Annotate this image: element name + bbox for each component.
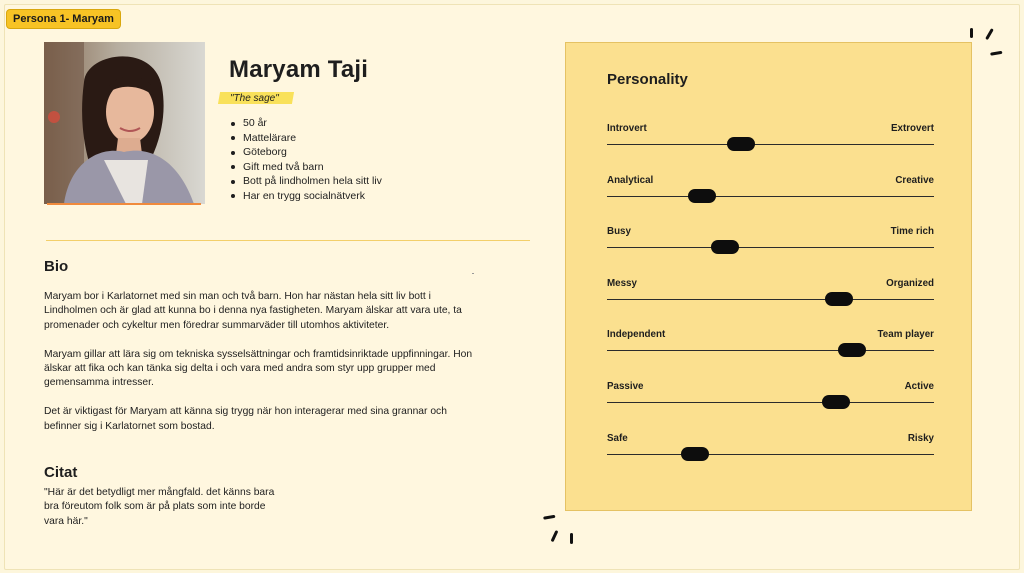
quote-text: [44, 486, 284, 529]
fact-item: Mattelärare: [229, 131, 382, 146]
sparkle-dash: [970, 28, 973, 38]
trait-slider[interactable]: [607, 175, 934, 205]
trait-slider[interactable]: [607, 433, 934, 463]
fact-item: Bott på lindholmen hela sitt liv: [229, 174, 382, 189]
personality-card: [565, 42, 972, 511]
trait-right-label: Risky: [907, 432, 934, 444]
trait-right-label: Active: [904, 381, 934, 392]
fact-item: Gift med två barn: [229, 160, 382, 175]
slider-track: [607, 454, 934, 455]
bio-heading: Bio: [44, 258, 69, 275]
persona-tagline: "The sage": [230, 93, 279, 104]
slider-track: [607, 299, 934, 300]
quote-heading: Citat: [44, 464, 78, 481]
trait-right-label: Team player: [877, 329, 934, 341]
fact-item: Göteborg: [229, 145, 382, 160]
photo-underline: [47, 203, 201, 205]
slider-track: [607, 350, 934, 351]
trait-right-label: Time rich: [890, 226, 934, 238]
speck-mark: [472, 273, 474, 274]
bio-paragraph: Det är viktigast för Maryam att känna sig trygg när hon interagerar med sina grannar och befinner sig i Karlatornet som bostad.: [44, 406, 447, 432]
section-divider: [46, 240, 530, 241]
trait-left-label: Busy: [607, 226, 631, 238]
slider-knob[interactable]: [838, 343, 866, 357]
trait-left-label: Independent: [607, 329, 666, 341]
persona-photo: [44, 42, 205, 204]
trait-slider[interactable]: [607, 381, 934, 411]
trait-left-label: Messy: [607, 277, 637, 289]
trait-slider[interactable]: [607, 226, 934, 256]
portrait-illustration: [44, 42, 205, 204]
slider-track: [607, 144, 934, 145]
persona-facts: [229, 116, 382, 204]
fact-item: Har en trygg socialnätverk: [229, 189, 382, 204]
trait-left-label: Analytical: [607, 174, 654, 186]
personality-title: Personality: [607, 71, 688, 88]
persona-name: Maryam Taji: [229, 56, 369, 83]
slider-knob[interactable]: [822, 395, 850, 409]
slider-knob[interactable]: [688, 189, 716, 203]
fact-item: 50 år: [229, 116, 382, 131]
trait-left-label: Safe: [607, 432, 628, 444]
trait-left-label: Passive: [607, 381, 644, 392]
slider-track: [607, 402, 934, 403]
bio-paragraph: Maryam gillar att lära sig om tekniska sysselsättningar och framtidsinriktade uppfinningar. Hon älskar att fika och kan tänka sig delta i och vara med andra som styr upp grupper med gemensamma intresser.: [44, 348, 473, 389]
trait-right-label: Organized: [886, 277, 934, 289]
quote-line: bra föreutom folk som är på plats som inte borde: [44, 501, 266, 513]
slider-track: [607, 196, 934, 197]
slider-knob[interactable]: [825, 292, 853, 306]
frame-label[interactable]: Persona 1- Maryam: [6, 9, 121, 29]
slider-knob[interactable]: [711, 240, 739, 254]
trait-right-label: Extrovert: [890, 123, 934, 134]
bio-paragraph: Maryam bor i Karlatornet med sin man och två barn. Hon har nästan hela sitt liv bott i Lindholmen och är glad att kunna bo i denna nya fastigheten. Maryam älskar att vara ute, ta promenader och cykeltur men föredrar summarväder till utomhos aktiviteter.: [44, 291, 462, 331]
trait-slider[interactable]: [607, 329, 934, 359]
trait-slider[interactable]: [607, 278, 934, 308]
trait-slider[interactable]: [607, 123, 934, 153]
sparkle-dash: [570, 533, 573, 544]
quote-line: vara här.": [44, 515, 88, 527]
slider-knob[interactable]: [727, 137, 755, 151]
slider-knob[interactable]: [681, 447, 709, 461]
trait-left-label: Introvert: [607, 123, 647, 134]
trait-right-label: Creative: [895, 174, 934, 186]
slider-track: [607, 247, 934, 248]
quote-line: "Här är det betydligt mer mångfald. det känns bara: [44, 487, 275, 498]
bio-text: [44, 290, 484, 448]
